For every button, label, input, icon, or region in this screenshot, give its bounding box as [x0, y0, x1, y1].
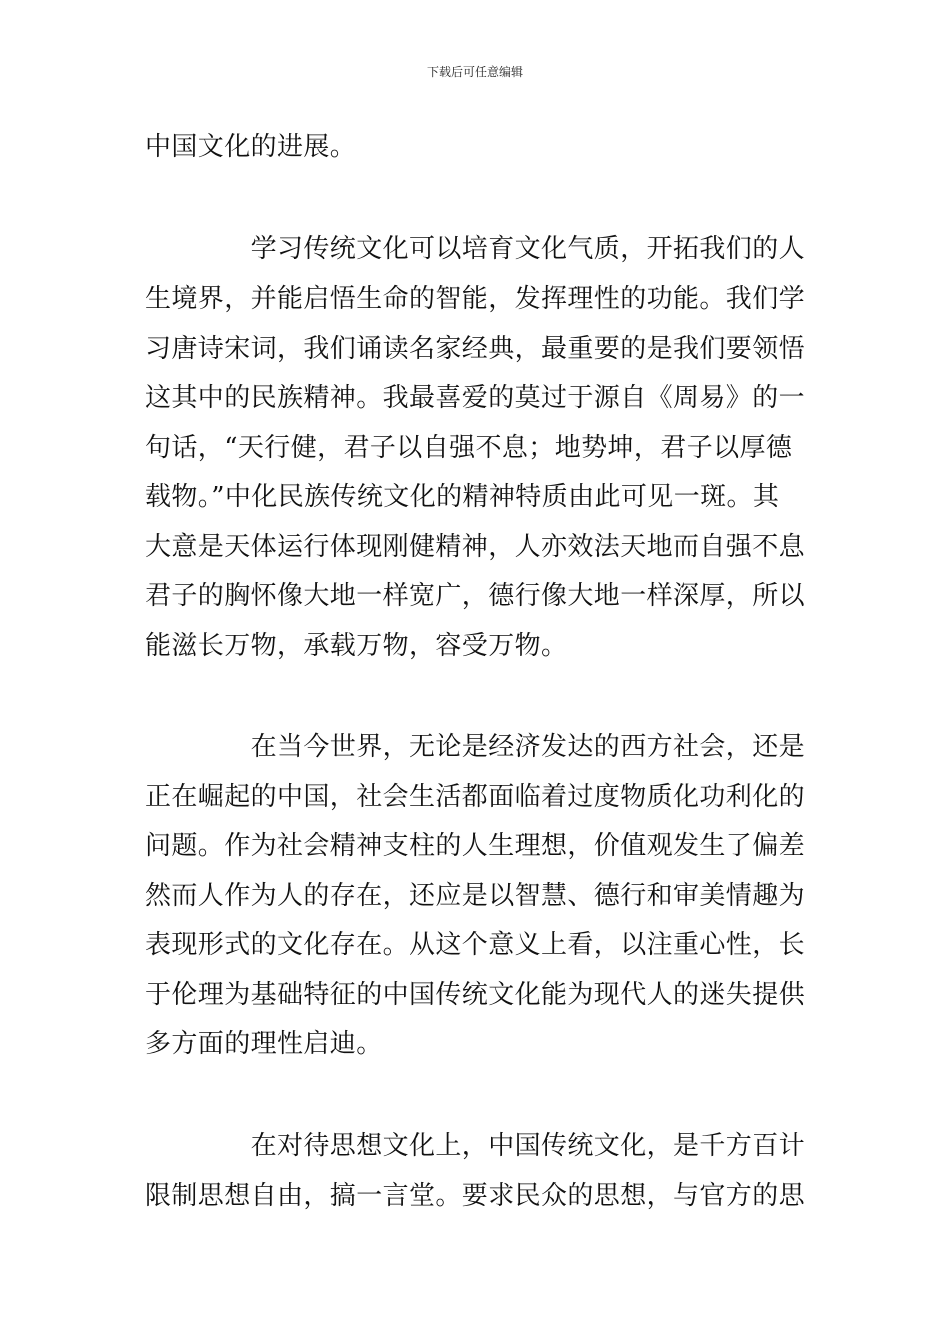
text-line: 习唐诗宋词，我们诵读名家经典，最重要的是我们要领悟 [145, 334, 806, 364]
text-line: 这其中的民族精神。我最喜爱的莫过于源自《周易》的一 [145, 383, 806, 413]
text-line: 多方面的理性启迪。 [145, 1029, 383, 1059]
text-line: 君子的胸怀像大地一样宽广，德行像大地一样深厚，所以 [145, 581, 806, 611]
text-line: 大意是天体运行体现刚健精神，人亦效法天地而自强不息 [145, 532, 806, 562]
text-line: 于伦理为基础特征的中国传统文化能为现代人的迷失提供 [145, 980, 806, 1010]
text-line: 载物。”中化民族传统文化的精神特质由此可见一斑。其 [145, 482, 780, 512]
text-line: 正在崛起的中国，社会生活都面临着过度物质化功利化的 [145, 782, 806, 812]
text-line: 然而人作为人的存在，还应是以智慧、德行和审美情趣为 [145, 881, 806, 911]
text-line: 在对待思想文化上，中国传统文化，是千方百计 [145, 1131, 806, 1161]
text-line: 句话，“天行健，君子以自强不息；地势坤，君子以厚德 [145, 433, 793, 463]
text-line: 限制思想自由，搞一言堂。要求民众的思想，与官方的思 [145, 1181, 806, 1211]
text-line: 生境界，并能启悟生命的智能，发挥理性的功能。我们学 [145, 284, 806, 314]
text-line: 在当今世界，无论是经济发达的西方社会，还是 [145, 732, 806, 762]
text-line: 表现形式的文化存在。从这个意义上看，以注重心性，长 [145, 930, 806, 960]
page-header: 下载后可任意编辑 [426, 65, 523, 79]
text-line: 问题。作为社会精神支柱的人生理想，价值观发生了偏差 [145, 831, 806, 861]
text-line: 学习传统文化可以培育文化气质，开拓我们的人 [145, 234, 806, 264]
text-line: 中国文化的进展。 [145, 132, 357, 162]
text-line: 能滋长万物，承载万物，容受万物。 [145, 631, 568, 661]
